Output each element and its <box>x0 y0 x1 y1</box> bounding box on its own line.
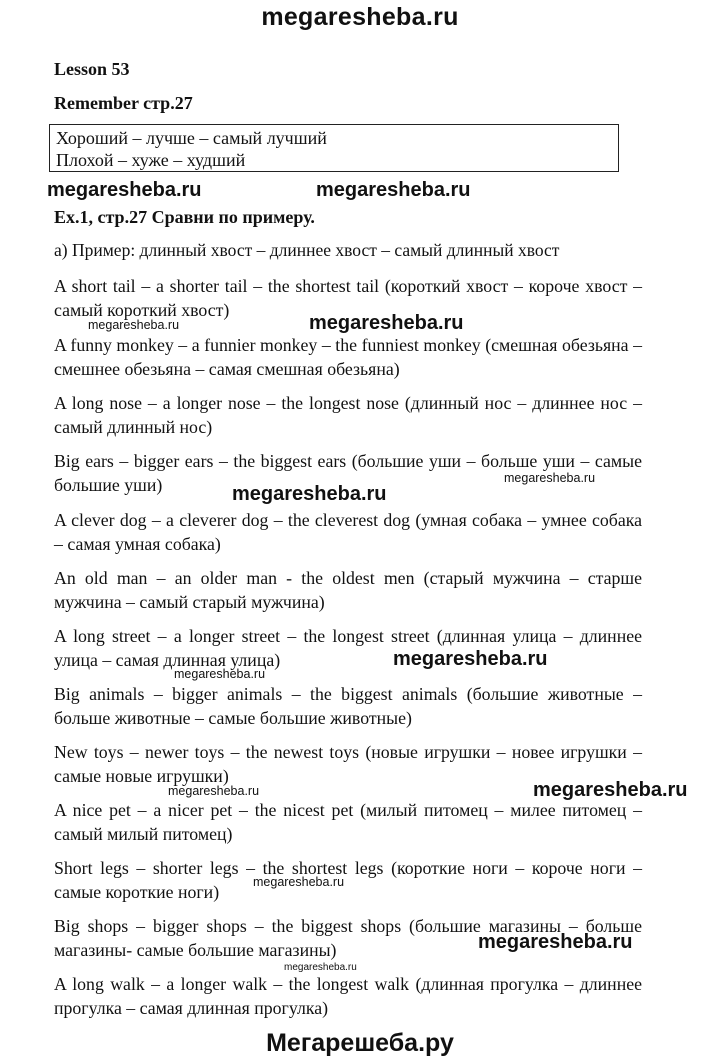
watermark: megaresheba.ru <box>284 962 357 973</box>
answer-item: Big shops – bigger shops – the biggest shops (большие магазины – больше магазины- самые большие магазины) <box>54 916 642 960</box>
site-footer: Мегарешеба.ру <box>266 1029 454 1057</box>
watermark: megaresheba.ru <box>174 667 266 681</box>
watermark: megaresheba.ru <box>309 312 464 334</box>
watermark: megaresheba.ru <box>47 179 202 201</box>
watermark: megaresheba.ru <box>168 784 260 798</box>
rule-box <box>49 124 619 172</box>
answer-item: An old man – an older man - the oldest men (старый мужчина – старше мужчина – самый старый мужчина) <box>54 568 642 612</box>
watermark: megaresheba.ru <box>232 483 387 505</box>
answer-item: Big ears – bigger ears – the biggest ears (большие уши – больше уши – самые большие уши) <box>54 451 642 495</box>
watermark: megaresheba.ru <box>88 318 180 332</box>
answer-item: A short tail – a shorter tail – the shortest tail (короткий хвост – короче хвост – самый короткий хвост) <box>54 276 642 320</box>
watermark: megaresheba.ru <box>478 931 633 953</box>
answer-item: A long walk – a longer walk – the longest walk (длинная прогулка – длиннее прогулка – самая длинная прогулка) <box>54 974 642 1018</box>
answer-item: Big animals – bigger animals – the biggest animals (большие животные – больше животные – самые большие животные) <box>54 684 642 728</box>
answer-item: Short legs – shorter legs – the shortest legs (короткие ноги – короче ноги – самые короткие ноги) <box>54 858 642 902</box>
watermark: megaresheba.ru <box>316 179 471 201</box>
answer-item: A funny monkey – a funnier monkey – the funniest monkey (смешная обезьяна – смешнее обезьяна – самая смешная обезьяна) <box>54 335 642 379</box>
watermark: megaresheba.ru <box>393 648 548 670</box>
answer-item: A long street – a longer street – the longest street (длинная улица – длиннее улица – самая длинная улица) <box>54 626 642 670</box>
example-line: а) Пример: длинный хвост – длиннее хвост – самый длинный хвост <box>54 240 560 260</box>
remember-title: Remember стр.27 <box>54 93 193 113</box>
watermark: megaresheba.ru <box>253 875 345 889</box>
watermark: megaresheba.ru <box>504 471 596 485</box>
exercise-title: Ex.1, стр.27 Сравни по примеру. <box>54 207 315 227</box>
rule-line-1: Хороший – лучше – самый лучший <box>56 128 327 148</box>
watermark: megaresheba.ru <box>533 779 688 801</box>
site-header: megaresheba.ru <box>261 3 459 31</box>
lesson-title: Lesson 53 <box>54 59 130 79</box>
answer-item: New toys – newer toys – the newest toys (новые игрушки – новее игрушки – самые новые игрушки) <box>54 742 642 786</box>
answer-item: A clever dog – a cleverer dog – the cleverest dog (умная собака – умнее собака – самая умная собака) <box>54 510 642 554</box>
answer-item: A long nose – a longer nose – the longest nose (длинный нос – длиннее нос – самый длинный нос) <box>54 393 642 437</box>
rule-line-2: Плохой – хуже – худший <box>56 150 246 170</box>
answer-item: A nice pet – a nicer pet – the nicest pet (милый питомец – милее питомец – самый милый питомец) <box>54 800 642 844</box>
